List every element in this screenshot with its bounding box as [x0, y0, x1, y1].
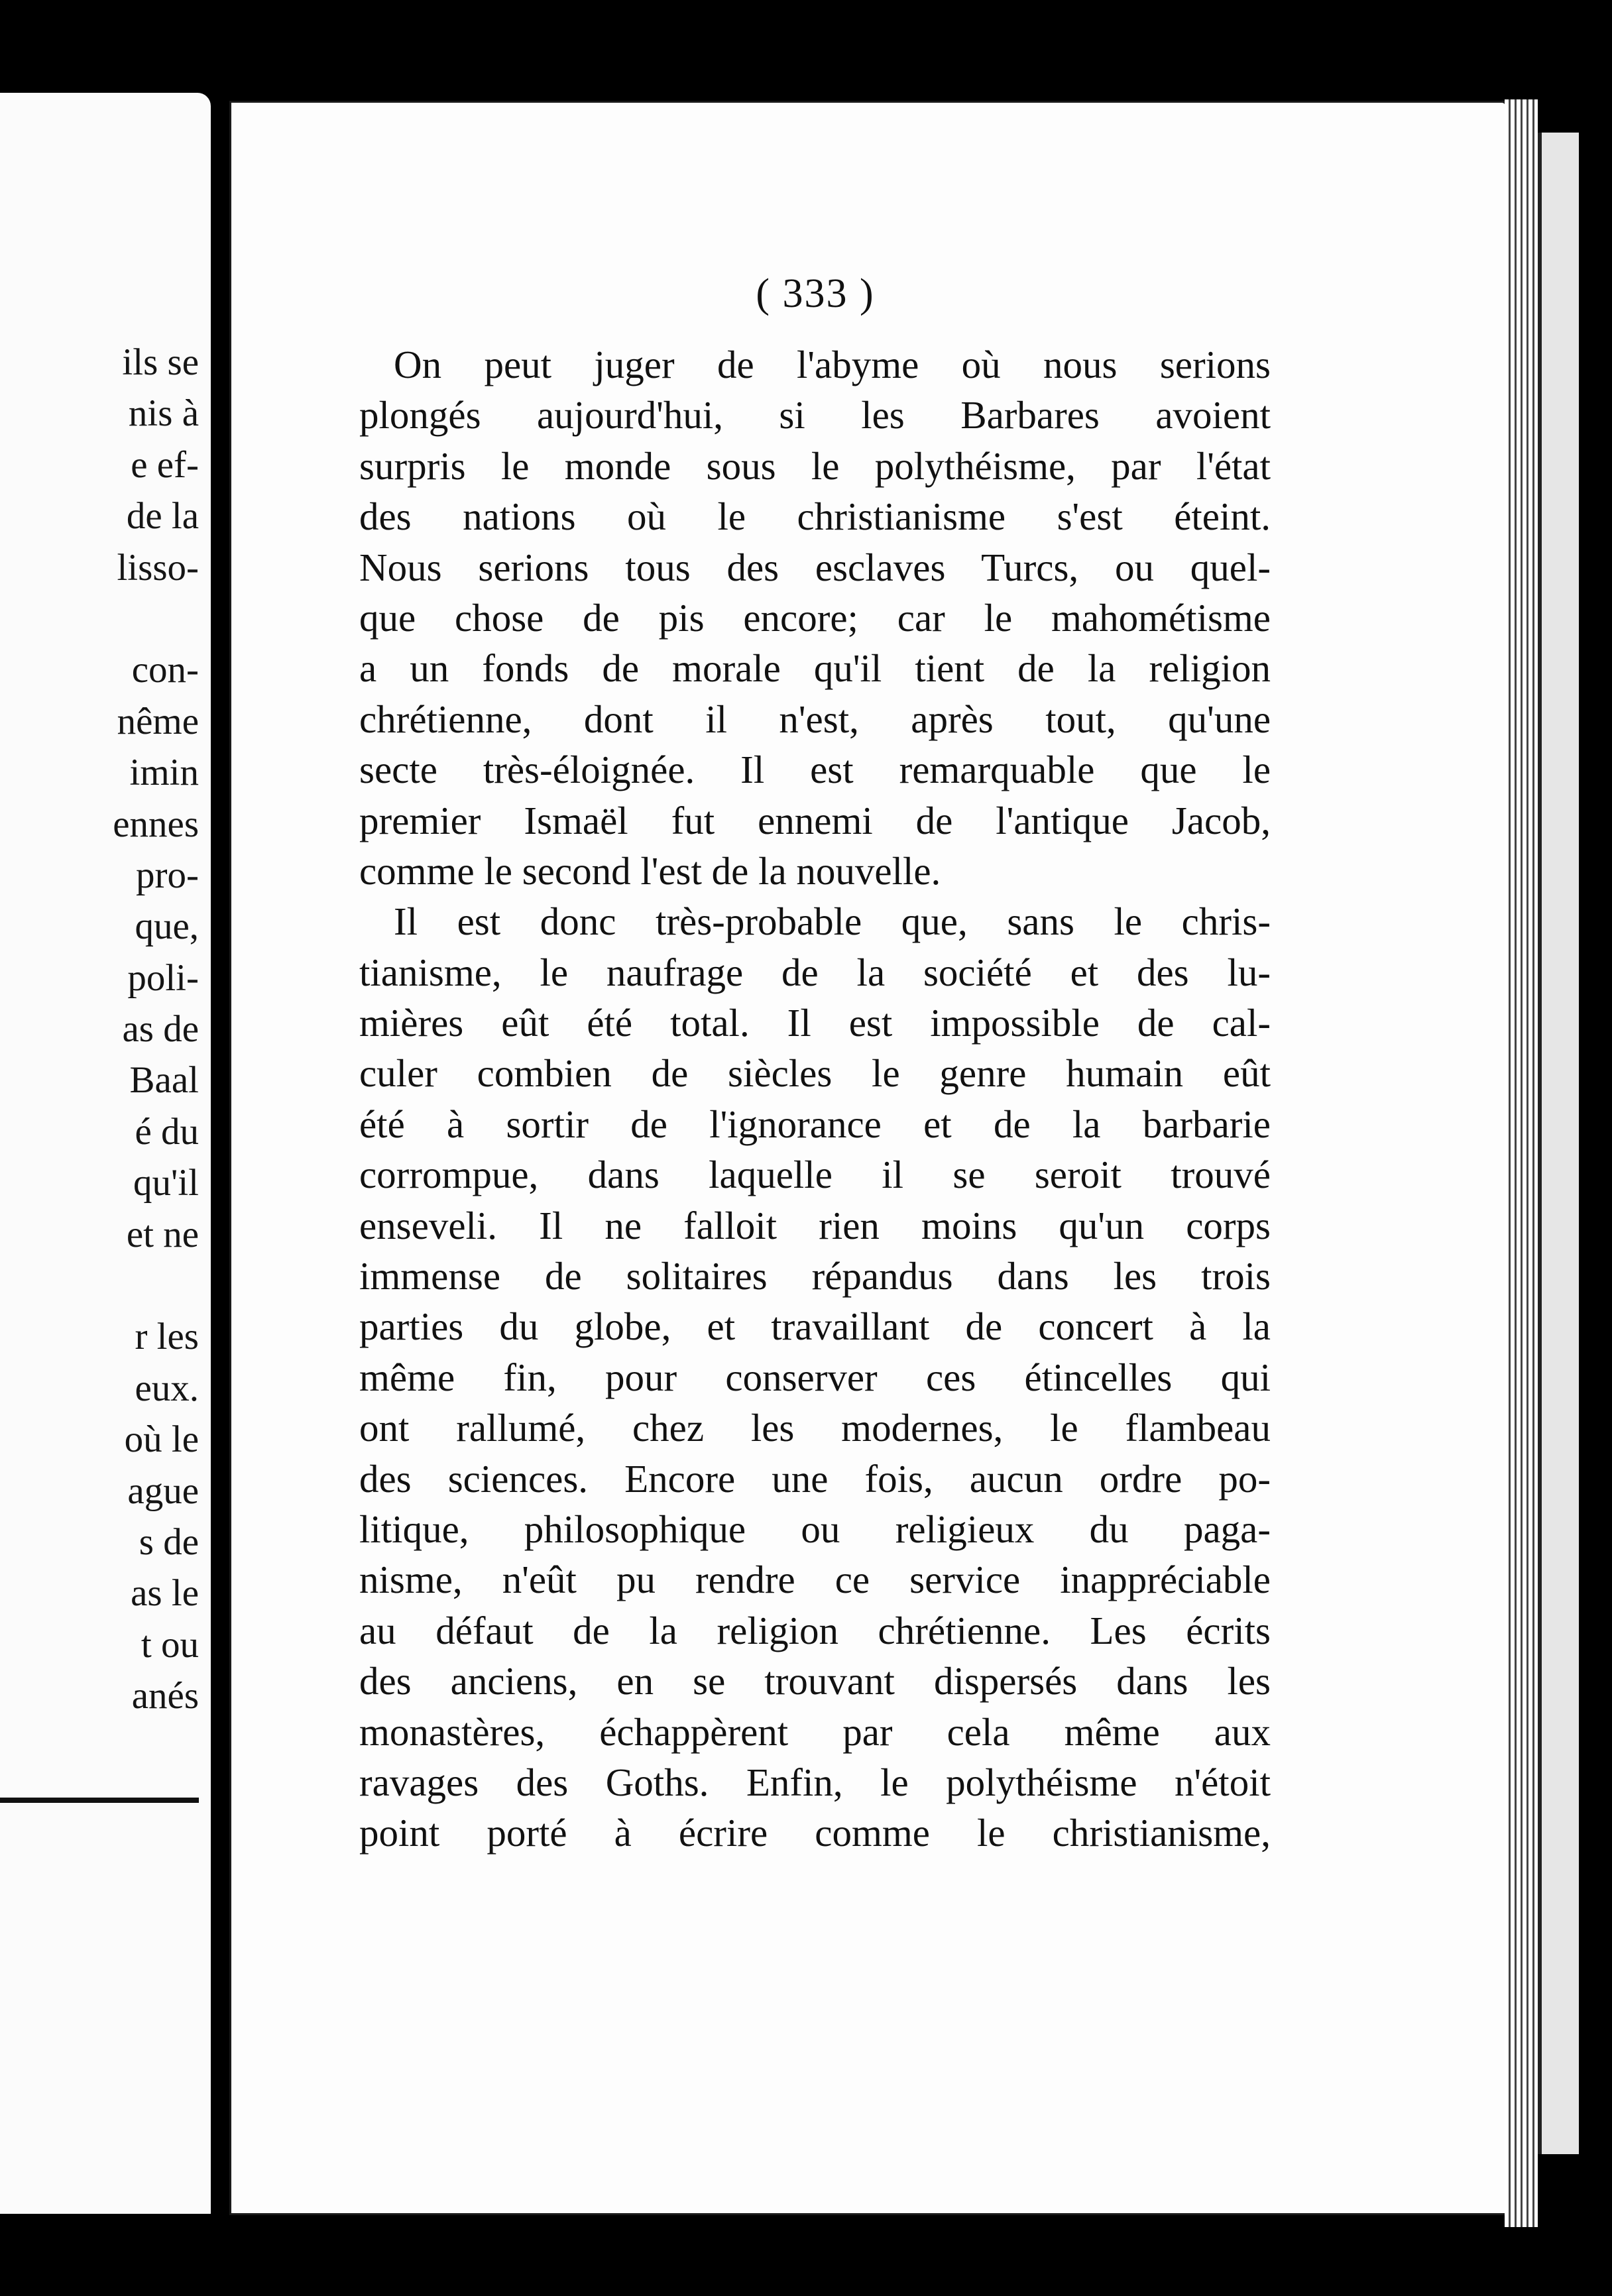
- text-line: enseveli. Il ne falloit rien moins qu'un corps: [359, 1203, 1271, 1247]
- text-line: secte très-éloignée. Il est remarquable que le: [359, 748, 1271, 792]
- left-page-line: r les: [135, 1316, 199, 1358]
- page-number: ( 333 ): [756, 271, 875, 316]
- left-page-line: t ou: [141, 1623, 199, 1666]
- left-page-line: [0, 593, 199, 644]
- text-line: Nous serions tous des esclaves Turcs, ou quel-: [359, 545, 1271, 589]
- text-line: été à sortir de l'ignorance et de la barbarie: [359, 1102, 1271, 1146]
- left-page-line: s de: [139, 1521, 199, 1563]
- text-line: culer combien de siècles le genre humain eût: [359, 1051, 1271, 1096]
- gutter: [211, 93, 231, 2214]
- body-text: [359, 339, 1271, 1859]
- left-page-line: anés: [131, 1675, 199, 1717]
- left-page-line: ils se: [122, 341, 199, 383]
- left-page-line: pro-: [136, 854, 199, 896]
- left-page-line: ennes: [113, 803, 199, 845]
- left-page-line: qu'il: [133, 1162, 199, 1204]
- text-line: que chose de pis encore; car le mahométisme: [359, 595, 1271, 640]
- text-line: mières eût été total. Il est impossible de cal-: [359, 1001, 1271, 1045]
- left-page-line: de la: [126, 495, 199, 538]
- text-line: plongés aujourd'hui, si les Barbares avoient: [359, 393, 1271, 437]
- text-line: des nations où le christianisme s'est éteint.: [359, 494, 1271, 539]
- text-line: Il est donc très-probable que, sans le chris-: [394, 899, 1271, 944]
- text-line: chrétienne, dont il n'est, après tout, qu'une: [359, 697, 1271, 741]
- left-page-line: as le: [131, 1572, 199, 1615]
- text-line: surpris le monde sous le polythéisme, par l'état: [359, 443, 1271, 488]
- left-page-line: ague: [127, 1469, 199, 1512]
- left-page-line: où le: [124, 1418, 199, 1461]
- left-page-line: imin: [129, 752, 199, 794]
- left-page-text: [0, 337, 199, 1722]
- left-page-line: Baal: [129, 1059, 199, 1102]
- text-line: litique, philosophique ou religieux du paga-: [359, 1507, 1271, 1551]
- text-line: a un fonds de morale qu'il tient de la religion: [359, 646, 1271, 691]
- left-page-line: lisso-: [117, 546, 199, 589]
- left-page-rule: [0, 1798, 199, 1803]
- page-edges: [1505, 99, 1538, 2227]
- left-page-line: et ne: [126, 1213, 199, 1255]
- left-page-line: é du: [135, 1110, 199, 1153]
- text-line: corrompue, dans laquelle il se seroit trouvé: [359, 1153, 1271, 1197]
- text-line: nisme, n'eût pu rendre ce service inappréciable: [359, 1558, 1271, 1602]
- left-page-line: as de: [122, 1008, 199, 1051]
- left-page-line: poli-: [127, 956, 199, 999]
- text-line: point porté à écrire comme le christianisme,: [359, 1811, 1271, 1855]
- text-line: même fin, pour conserver ces étincelles qui: [359, 1355, 1271, 1399]
- text-line: parties du globe, et travaillant de concert à la: [359, 1304, 1271, 1349]
- next-page-edge: [1538, 133, 1579, 2154]
- text-line: monastères, échappèrent par cela même aux: [359, 1709, 1271, 1754]
- left-page-line: [0, 1260, 199, 1311]
- left-page-line: eux.: [135, 1367, 199, 1409]
- left-page-line: e ef-: [131, 443, 199, 486]
- paragraph: [359, 339, 1271, 896]
- text-line: des anciens, en se trouvant dispersés dans les: [359, 1659, 1271, 1703]
- text-line: premier Ismaël fut ennemi de l'antique Jacob,: [359, 798, 1271, 842]
- text-line: au défaut de la religion chrétienne. Les écrits: [359, 1608, 1271, 1652]
- paragraph: [359, 896, 1271, 1858]
- text-line: comme le second l'est de la nouvelle.: [359, 848, 941, 893]
- text-line: On peut juger de l'abyme où nous serions: [394, 343, 1271, 386]
- left-page-line: que,: [135, 905, 199, 948]
- text-line: tianisme, le naufrage de la société et des lu-: [359, 950, 1271, 994]
- text-line: ont rallumé, chez les modernes, le flambeau: [359, 1406, 1271, 1450]
- left-page-line: nis à: [128, 392, 199, 435]
- left-page-line: nême: [117, 700, 199, 742]
- left-page-line: con-: [131, 649, 199, 691]
- text-line: des sciences. Encore une fois, aucun ordre po-: [359, 1456, 1271, 1501]
- text-line: ravages des Goths. Enfin, le polythéisme n'étoit: [359, 1760, 1271, 1804]
- text-line: immense de solitaires répandus dans les trois: [359, 1254, 1271, 1298]
